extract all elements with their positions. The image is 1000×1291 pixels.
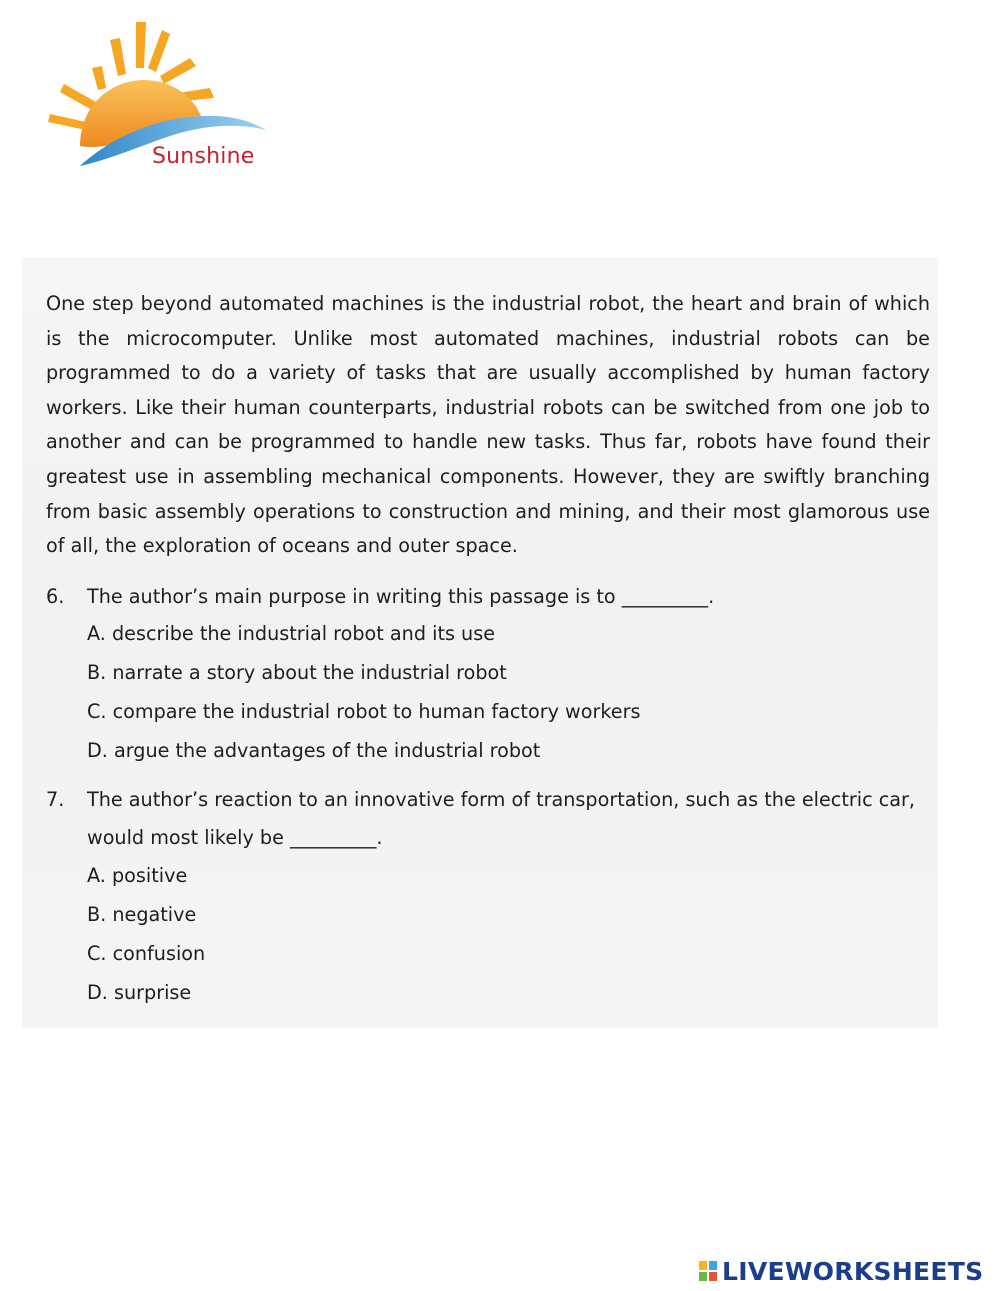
question-7-option-a: A. positive (87, 864, 188, 887)
question-7-option-d: D. surprise (87, 981, 192, 1004)
question-6-option-b: B. narrate a story about the industrial robot (87, 661, 507, 684)
question-6-option-d: D. argue the advantages of the industrial robot (87, 739, 541, 762)
question-7 (46, 781, 936, 857)
sunshine-logo (40, 18, 280, 178)
liveworksheets-logo-icon (698, 1260, 718, 1282)
brand-name: LIVEWORKSHEETS (722, 1256, 984, 1286)
question-6-option-c: C. compare the industrial robot to human factory workers (87, 700, 641, 723)
logo-text: Sunshine (152, 144, 255, 169)
question-6-option-a: A. describe the industrial robot and its use (87, 622, 496, 645)
question-7-option-c: C. confusion (87, 942, 206, 965)
question-6 (46, 578, 936, 618)
question-number: 6. (46, 585, 65, 608)
question-number: 7. (46, 788, 65, 811)
question-7-option-b: B. negative (87, 903, 197, 926)
question-text: The author’s main purpose in writing this passage is to _________. (87, 585, 715, 608)
question-text: The author’s reaction to an innovative form of transportation, such as the electric car, would most likely be _________. (87, 788, 916, 849)
liveworksheets-brand (698, 1256, 983, 1286)
reading-passage: One step beyond automated machines is the industrial robot, the heart and brain of which is the microcomputer. Unlike most automated machines, industrial robots can be programmed to do a variety of tasks that are usually accomplished by human factory workers. Like their human counterparts, industrial robots can be switched from one job to another and can be programmed to handle new tasks. Thus far, robots have found their greatest use in assembling mechanical components. However, they are swiftly branching from basic assembly operations to construction and mining, and their most glamorous use of all, the exploration of oceans and outer space. (46, 292, 930, 558)
